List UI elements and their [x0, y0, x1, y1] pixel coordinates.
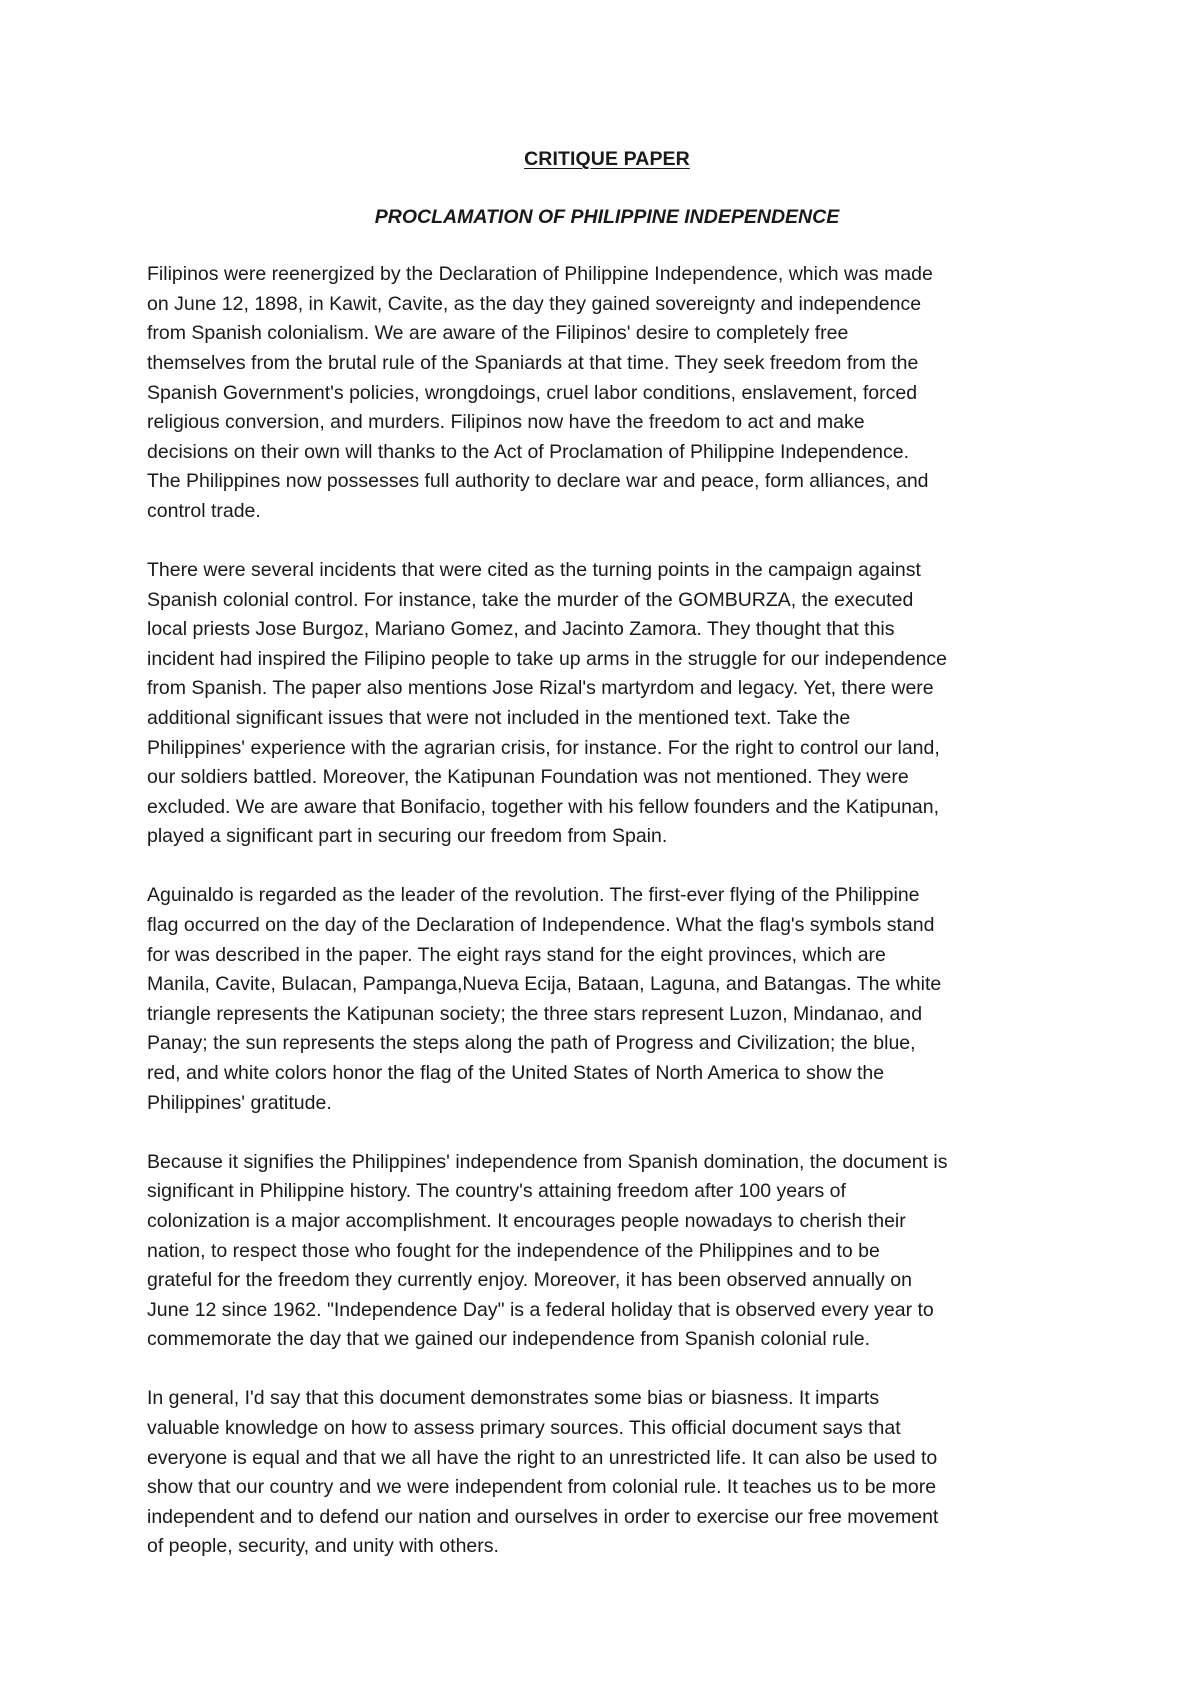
paragraph-line: Philippines' experience with the agrarian crisis, for instance. For the right to control our land,	[147, 736, 940, 759]
paragraph-line: nation, to respect those who fought for the independence of the Philippines and to be	[147, 1239, 880, 1262]
paragraph-line: for was described in the paper. The eight rays stand for the eight provinces, which are	[147, 943, 886, 966]
paragraph-line: Because it signifies the Philippines' independence from Spanish domination, the document is	[147, 1150, 948, 1173]
paragraph-line: of people, security, and unity with others.	[147, 1535, 499, 1558]
document-subtitle: PROCLAMATION OF PHILIPPINE INDEPENDENCE	[374, 205, 840, 228]
paragraph-line: incident had inspired the Filipino people to take up arms in the struggle for our independence	[147, 647, 948, 670]
paragraph-line: June 12 since 1962. "Independence Day" is a federal holiday that is observed every year to	[147, 1298, 934, 1321]
paragraph-line: Manila, Cavite, Bulacan, Pampanga,Nueva Ecija, Bataan, Laguna, and Batangas. The white	[147, 973, 942, 996]
paragraph-1	[147, 260, 1067, 526]
paragraph-2	[147, 556, 1067, 852]
paragraph-line: on June 12, 1898, in Kawit, Cavite, as the day they gained sovereignty and independence	[147, 292, 922, 315]
paragraph-line: Aguinaldo is regarded as the leader of the revolution. The first-ever flying of the Philippine	[147, 884, 920, 907]
paragraph-line: There were several incidents that were cited as the turning points in the campaign against	[147, 559, 921, 582]
paragraph-line: Filipinos were reenergized by the Declaration of Philippine Independence, which was made	[147, 263, 933, 286]
paragraph-line: additional significant issues that were not included in the mentioned text. Take the	[147, 707, 851, 729]
paragraph-line: excluded. We are aware that Bonifacio, together with his fellow founders and the Katipunan,	[147, 795, 940, 818]
paragraph-line: The Philippines now possesses full authority to declare war and peace, form alliances, and	[147, 470, 929, 493]
paragraph-line: our soldiers battled. Moreover, the Katipunan Foundation was not mentioned. They were	[147, 766, 909, 789]
paragraph-line: flag occurred on the day of the Declaration of Independence. What the flag's symbols stand	[147, 914, 935, 937]
paragraph-line: show that our country and we were independent from colonial rule. It teaches us to be more	[147, 1476, 937, 1499]
paragraph-line: red, and white colors honor the flag of the United States of North America to show the	[147, 1062, 885, 1085]
paragraph-4	[147, 1148, 1067, 1355]
paragraph-line: Philippines' gratitude.	[147, 1091, 332, 1114]
paragraph-line: played a significant part in securing our freedom from Spain.	[147, 825, 668, 848]
paragraph-5	[147, 1384, 1067, 1562]
paragraph-line: themselves from the brutal rule of the Spaniards at that time. They seek freedom from the	[147, 351, 919, 374]
paragraph-line: from Spanish. The paper also mentions Jose Rizal's martyrdom and legacy. Yet, there were	[147, 677, 934, 700]
paragraph-line: from Spanish colonialism. We are aware of the Filipinos' desire to completely free	[147, 322, 849, 345]
paragraph-line: independent and to defend our nation and ourselves in order to exercise our free movement	[147, 1505, 939, 1528]
paragraph-line: local priests Jose Burgoz, Mariano Gomez, and Jacinto Zamora. They thought that this	[147, 618, 895, 641]
paragraph-line: significant in Philippine history. The country's attaining freedom after 100 years of	[147, 1180, 846, 1203]
paragraph-line: decisions on their own will thanks to the Act of Proclamation of Philippine Independence.	[147, 440, 910, 463]
paragraph-line: triangle represents the Katipunan society; the three stars represent Luzon, Mindanao, and	[147, 1002, 923, 1025]
paragraph-line: religious conversion, and murders. Filipinos now have the freedom to act and make	[147, 411, 865, 434]
paragraph-line: valuable knowledge on how to assess primary sources. This official document says that	[147, 1416, 901, 1439]
paragraph-line: Panay; the sun represents the steps along the path of Progress and Civilization; the blue,	[147, 1032, 916, 1055]
paragraph-line: grateful for the freedom they currently enjoy. Moreover, it has been observed annually on	[147, 1269, 912, 1292]
paragraph-line: commemorate the day that we gained our independence from Spanish colonial rule.	[147, 1328, 871, 1351]
paragraph-line: colonization is a major accomplishment. It encourages people nowadays to cherish their	[147, 1209, 906, 1232]
paragraph-line: Spanish colonial control. For instance, take the murder of the GOMBURZA, the executed	[147, 588, 914, 611]
paragraph-line: everyone is equal and that we all have the right to an unrestricted life. It can also be used to	[147, 1446, 938, 1469]
paragraph-3	[147, 881, 1067, 1118]
paragraph-line: Spanish Government's policies, wrongdoings, cruel labor conditions, enslavement, forced	[147, 381, 918, 404]
document-title: CRITIQUE PAPER	[524, 148, 690, 170]
document-body	[147, 145, 1067, 1562]
paragraph-line: control trade.	[147, 499, 261, 522]
paragraph-line: In general, I'd say that this document demonstrates some bias or biasness. It imparts	[147, 1387, 880, 1410]
